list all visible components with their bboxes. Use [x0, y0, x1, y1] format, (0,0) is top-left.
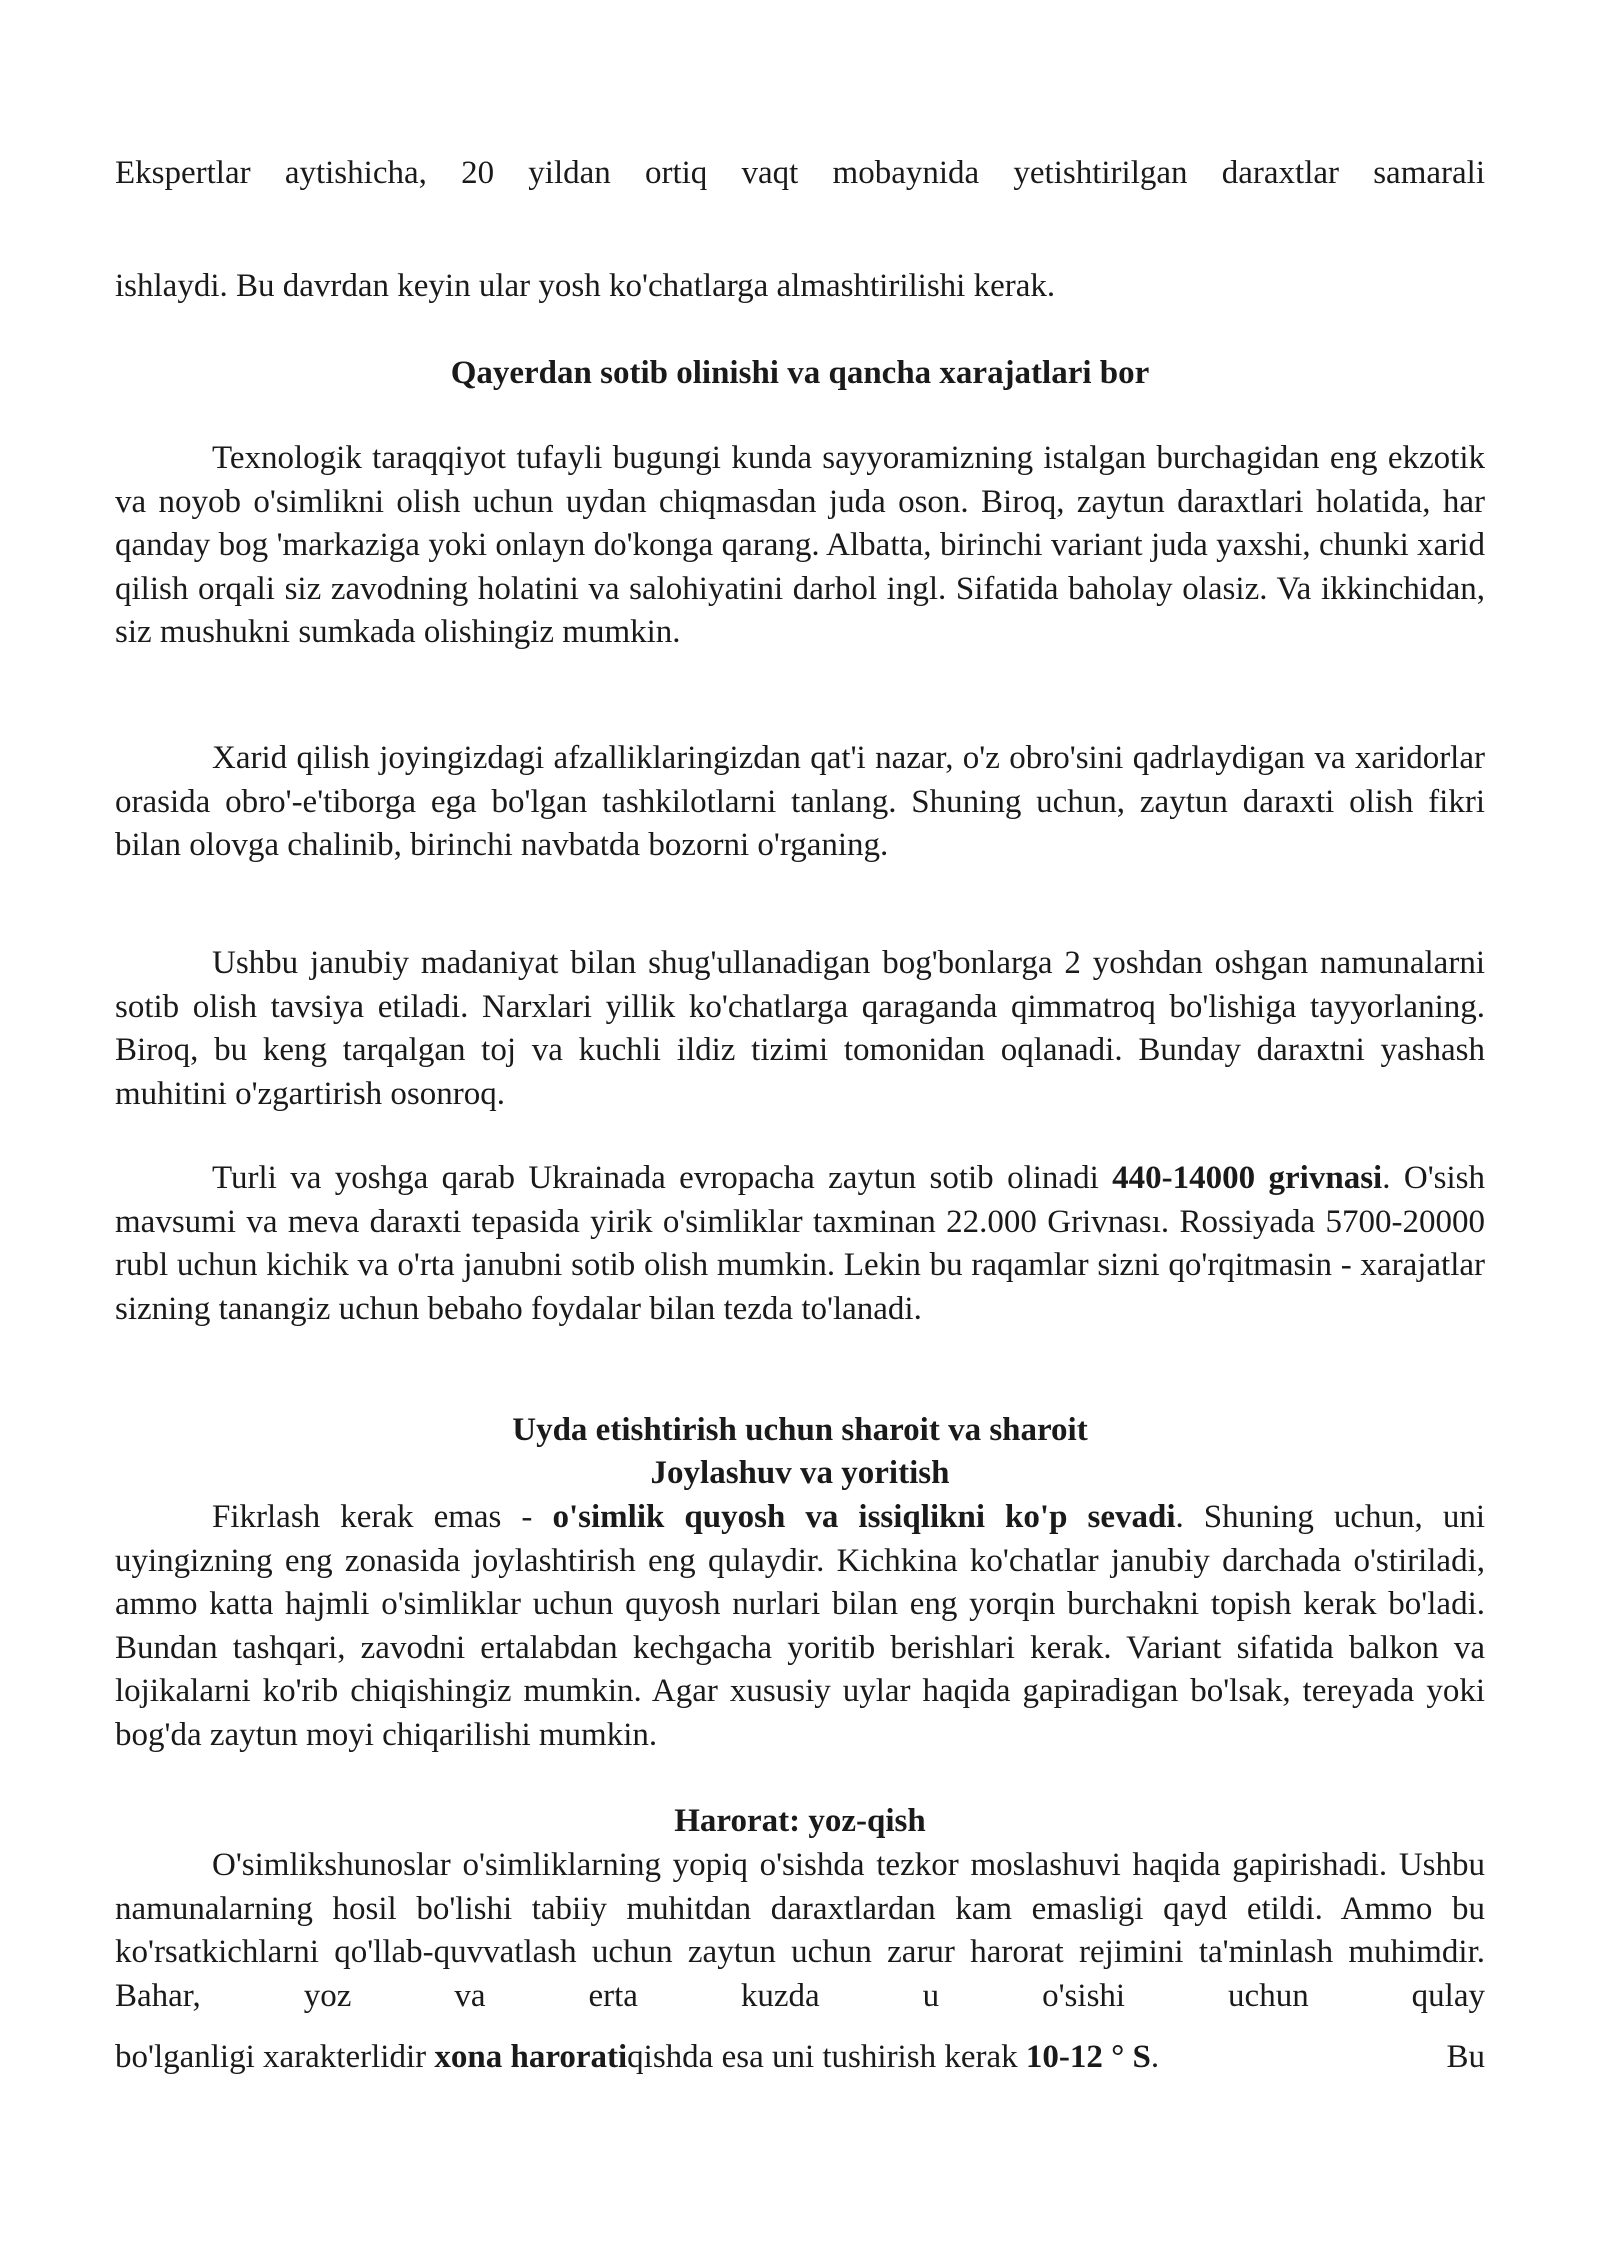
paragraph-location — [115, 1496, 1485, 1758]
prices-text-end: . O'sish mavsumi va meva daraxti tepasida yirik o'simliklar taxminan 22.000 Grivnası. Rossiyada 5700-20000 rubl uchun kichik va o'rta janubni sotib olish mumkin. Lekin bu raqamlar sizni qo'rqitmasin - xarajatlar sizning tanangiz uchun bebaho foydalar bilan tezda to'lanadi. — [115, 1160, 1485, 1327]
subheading-temperature: Harorat: yoz-qish — [674, 1803, 926, 1839]
last-line-text-mid: qishda esa uni tushirish kerak — [627, 2039, 1026, 2075]
location-text-end: . Shuning uchun, uni uyingizning eng zonasida joylashtirish eng qulaydir. Kichkina ko'chatlar janubiy darchada o'stiriladi, ammo katta hajmli o'simliklar uchun quyosh nurlari bilan eng yorqin burchakni topish kerak bo'ladi. Bundan tashqari, zavodni ertalabdan kechgacha yoritib berishlari kerak. Variant sifatida balkon va lojikalarni ko'rib chiqishingiz mumkin. Agar xususiy uylar haqida gapiradigan bo'lsak, tereyada yoki bog'da zaytun moyi chiqarilishi mumkin. — [115, 1499, 1486, 1753]
paragraph-prices — [115, 1157, 1485, 1331]
paragraph-young-trees: Ushbu janubiy madaniyat bilan shug'ullanadigan bog'bonlarga 2 yoshdan oshgan namunalarni sotib olish tavsiya etiladi. Narxlari yillik ko'chatlarga qaraganda qimmatroq bo'lishiga tayyorlaning. Biroq, bu keng tarqalgan toj va kuchli ildiz tizimi tomonidan oqlanadi. Bunday daraxtni yashash muhitini o'zgartirish osonroq. — [115, 945, 1485, 1112]
subheading-location-lighting: Joylashuv va yoritish — [650, 1455, 950, 1491]
intro-line-2: ishlaydi. Bu davrdan keyin ular yosh ko'chatlarga almashtirilishi kerak. — [115, 268, 1056, 304]
paragraph-temperature: O'simlikshunoslar o'simliklarning yopiq o'sishda tezkor moslashuvi haqida gapirishadi. Ushbu namunalarning hosil bo'lishi tabiiy muhitdan daraxtlardan kam emasligi qayd etildi. Ammo bu ko'rsatkichlarni qo'llab-quvvatlash uchun zaytun uchun zarur harorat rejimini ta'minlash muhimdir. Bahar, yoz va erta kuzda u o'sishi uchun qulay — [115, 1847, 1485, 2014]
prices-text-start: Turli va yoshga qarab Ukrainada evropacha zaytun sotib olinadi — [212, 1160, 1113, 1196]
location-bold-phrase: o'simlik quyosh va issiqlikni ko'p sevadi — [552, 1499, 1176, 1535]
last-line-trailing-word: Bu — [1446, 2039, 1485, 2075]
last-line-period: . — [1150, 2039, 1160, 2075]
last-line-bold-room-temp: xona harorati — [434, 2039, 628, 2075]
paragraph-technology: Texnologik taraqqiyot tufayli bugungi kunda sayyoramizning istalgan burchagidan eng ekzotik va noyob o'simlikni olish uchun uydan chiqmasdan juda oson. Biroq, zaytun daraxtlari holatida, har qanday bog 'markaziga yoki onlayn do'konga qarang. Albatta, birinchi variant juda yaxshi, chunki xarid qilish orqali siz zavodning holatini va salohiyatini darhol ingl. Sifatida baholay olasiz. Va ikkinchidan, siz mushukni sumkada olishingiz mumkin. — [115, 440, 1485, 651]
section-heading-conditions: Uyda etishtirish uchun sharoit va sharoit — [512, 1412, 1088, 1448]
last-line-text-start: bo'lganligi xarakterlidir — [115, 2039, 435, 2075]
prices-bold-range: 440-14000 grivnasi — [1112, 1160, 1383, 1196]
section-heading-purchase: Qayerdan sotib olinishi va qancha xarajatlari bor — [450, 355, 1150, 391]
location-text-start: Fikrlash kerak emas - — [212, 1499, 553, 1535]
intro-line-1: Ekspertlar aytishicha, 20 yildan ortiq vaqt mobaynida yetishtirilgan daraxtlar samarali — [115, 155, 1485, 191]
paragraph-purchase-place: Xarid qilish joyingizdagi afzalliklaringizdan qat'i nazar, o'z obro'sini qadrlaydigan va xaridorlar orasida obro'-e'tiborga ega bo'lgan tashkilotlarni tanlang. Shuning uchun, zaytun daraxti olish fikri bilan olovga chalinib, birinchi navbatda bozorni o'rganing. — [115, 740, 1485, 864]
last-line-bold-temp-range: 10-12 ° S — [1025, 2039, 1151, 2075]
